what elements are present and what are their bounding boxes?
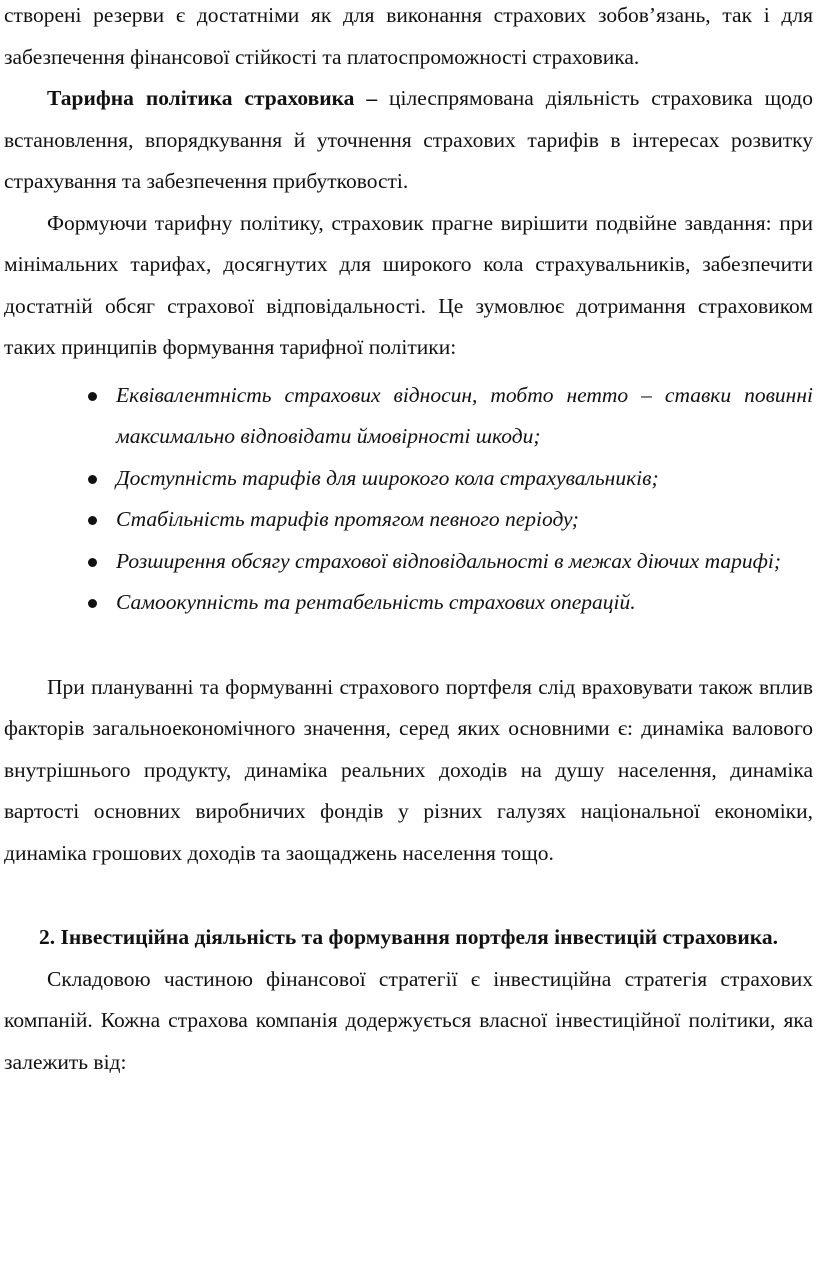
paragraph-tariff-principles-intro: Формуючи тарифну політику, страховик прагне вирішити подвійне завдання: при мінімальних тарифах, досягнутих для широкого кола страхувальників, забезпечити достатній обсяг страхової відповідальності. Це зумовлює дотримання страховиком таких принципів формування тарифної політики: xyxy=(4,210,813,359)
principles-list xyxy=(4,375,813,624)
list-item xyxy=(116,499,813,541)
paragraph-investment-strategy: Складовою частиною фінансової стратегії є інвестиційна стратегія страхових компаній. Кожна страхова компанія додержується власної інвестиційної політики, яка залежить від: xyxy=(4,966,813,1074)
list-item-text: Стабільність тарифів протягом певного періоду; xyxy=(116,507,579,531)
list-item xyxy=(116,375,813,458)
bullet-icon xyxy=(88,516,97,525)
paragraph-reserves: створені резерви є достатніми як для виконання страхових зобов’язань, так і для забезпечення фінансової стійкості та платоспроможності страховика. xyxy=(4,3,813,69)
paragraph-portfolio-factors: При плануванні та формуванні страхового портфеля слід враховувати також вплив факторів загальноекономічного значення, серед яких основними є: динаміка валового внутрішнього продукту, динаміка реальних доходів на душу населення, динаміка вартості основних виробничих фондів у різних галузях національної економіки, динаміка грошових доходів та заощаджень населення тощо. xyxy=(4,674,813,865)
list-item xyxy=(116,458,813,500)
list-item-text: Розширення обсягу страхової відповідальності в межах діючих тарифі; xyxy=(116,548,782,573)
term-tariff-policy: Тарифна політика страховика – xyxy=(47,86,378,110)
list-item-text: Самоокупність та рентабельність страхових операцій. xyxy=(116,590,636,614)
bullet-icon xyxy=(88,599,97,608)
bullet-icon xyxy=(88,392,97,401)
list-item xyxy=(116,582,813,624)
paragraph-tariff-policy-definition xyxy=(4,78,813,203)
list-item xyxy=(116,541,813,583)
list-item-text: Еквівалентність страхових відносин, тобто нетто – ставки повинні максимально відповідати ймовірності шкоди; xyxy=(116,382,813,448)
list-item-text: Доступність тарифів для широкого кола страхувальників; xyxy=(116,465,659,490)
definition-text: цілеспрямована діяльність страховика щодо встановлення, впорядкування й уточнення страхових тарифів в інтересах розвитку страхування та забезпечення прибутковості. xyxy=(4,86,813,193)
section-heading: 2. Інвестиційна діяльність та формування портфеля інвестицій страховика. xyxy=(39,925,778,949)
bullet-icon xyxy=(88,475,97,484)
bullet-icon xyxy=(88,558,97,567)
